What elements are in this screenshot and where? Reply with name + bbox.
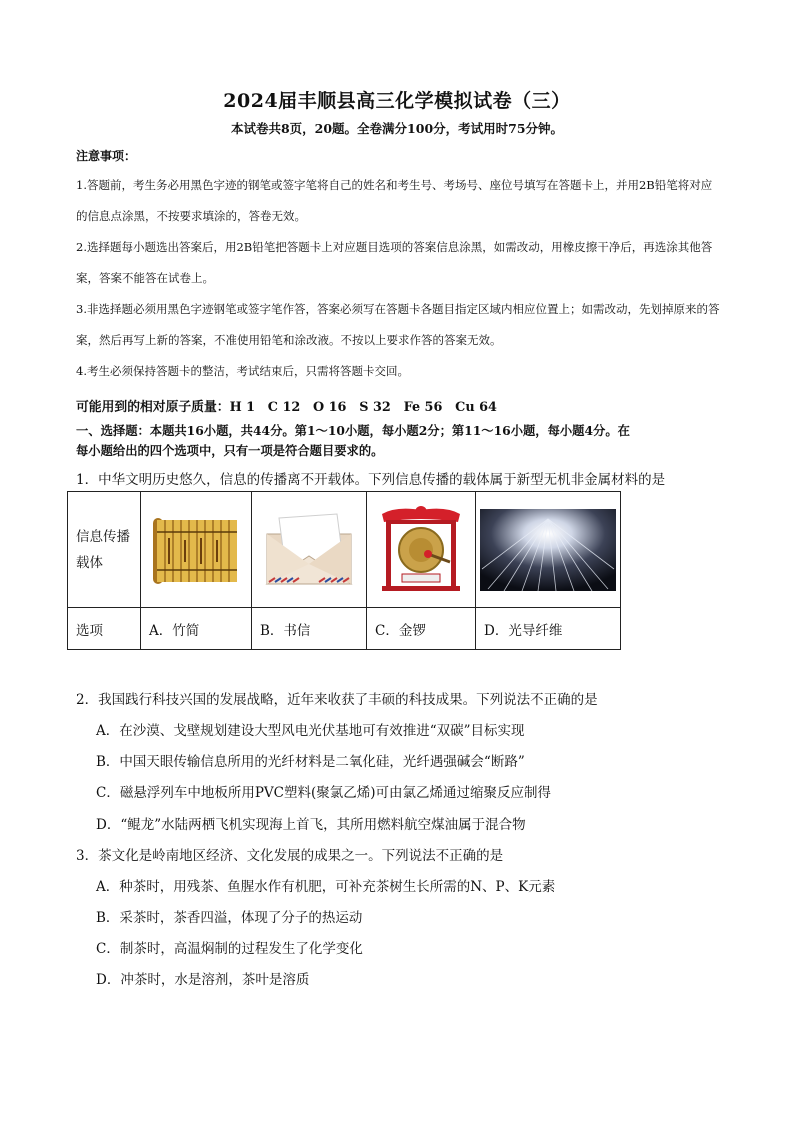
- q3-option-a: A．种茶时，用残茶、鱼腥水作有机肥，可补充茶树生长所需的N、P、K元素: [96, 879, 556, 895]
- note-3: 3.非选择题必须用黑色字迹钢笔或签字笔作答，答案必须写在答题卡各题目指定区域内相应位置上；如需改动，先划掉原来的答案，然后再写上新的答案，不准使用铅笔和涂改液。不按以上要求作答的答案无效。: [76, 302, 720, 347]
- q1-row-label-media: 信息传播载体: [68, 492, 141, 608]
- q1-table: [67, 491, 621, 650]
- q1-option-c: C．金锣: [367, 608, 476, 650]
- note-2: 2.选择题每小题选出答案后，用2B铅笔把答题卡上对应题目选项的答案信息涂黑，如需改动，用橡皮擦干净后，再选涂其他答案，答案不能答在试卷上。: [76, 240, 713, 285]
- section1-line1: 一、选择题：本题共16小题，共44分。第1～10小题，每小题2分；第11～16小题，每小题4分。在: [76, 423, 630, 438]
- q3-option-b: B．采茶时，茶香四溢，体现了分子的热运动: [96, 910, 363, 926]
- section1-line2: 每小题给出的四个选项中，只有一项是符合题目要求的。: [76, 443, 384, 458]
- note-4: 4.考生必须保持答题卡的整洁，考试结束后，只需将答题卡交回。: [76, 364, 409, 378]
- q2-option-a: A．在沙漠、戈壁规划建设大型风电光伏基地可有效推进“双碳”目标实现: [96, 723, 525, 739]
- gong-cell: [367, 492, 476, 608]
- gong-image: [376, 504, 466, 596]
- exam-subtitle: 本试卷共8页，20题。全卷满分100分，考试用时75分钟。: [230, 121, 564, 136]
- optical-fiber-cell: [476, 492, 621, 608]
- q1-option-a: A．竹简: [141, 608, 252, 650]
- q2-stem: 2．我国践行科技兴国的发展战略，近年来收获了丰硕的科技成果。下列说法不正确的是: [76, 692, 598, 708]
- exam-title: 2024届丰顺县高三化学模拟试卷（三）: [223, 90, 571, 112]
- note-1: 1.答题前，考生务必用黑色字迹的钢笔或签字笔将自己的姓名和考生号、考场号、座位号填写在答题卡上，并用2B铅笔将对应的信息点涂黑，不按要求填涂的，答卷无效。: [76, 178, 713, 223]
- q2-option-d: D．“鲲龙”水陆两栖飞机实现海上首飞，其所用燃料航空煤油属于混合物: [96, 817, 526, 833]
- q2-option-b: B．中国天眼传输信息所用的光纤材料是二氧化硅，光纤遇强碱会“断路”: [96, 754, 525, 770]
- q2-option-c: C．磁悬浮列车中地板所用PVC塑料(聚氯乙烯)可由氯乙烯通过缩聚反应制得: [96, 785, 552, 801]
- envelope-image: [259, 512, 359, 588]
- q1-option-d: D．光导纤维: [476, 608, 621, 650]
- q3-option-d: D．冲茶时，水是溶剂，茶叶是溶质: [96, 972, 310, 988]
- q1-row-label-option: 选项: [68, 608, 141, 650]
- optical-fiber-image: [480, 509, 616, 591]
- notes-heading: 注意事项：: [76, 149, 137, 163]
- letter-cell: [252, 492, 367, 608]
- atomic-masses: 可能用到的相对原子质量：H 1 C 12 O 16 S 32 Fe 56 Cu 64: [76, 400, 497, 415]
- bamboo-slips-cell: [141, 492, 252, 608]
- q1-option-b: B．书信: [252, 608, 367, 650]
- q1-stem: 1．中华文明历史悠久，信息的传播离不开载体。下列信息传播的载体属于新型无机非金属材料的是: [76, 472, 666, 488]
- q3-option-c: C．制茶时，高温焖制的过程发生了化学变化: [96, 941, 363, 957]
- q3-stem: 3．茶文化是岭南地区经济、文化发展的成果之一。下列说法不正确的是: [76, 848, 504, 864]
- bamboo-slips-image: [151, 510, 241, 590]
